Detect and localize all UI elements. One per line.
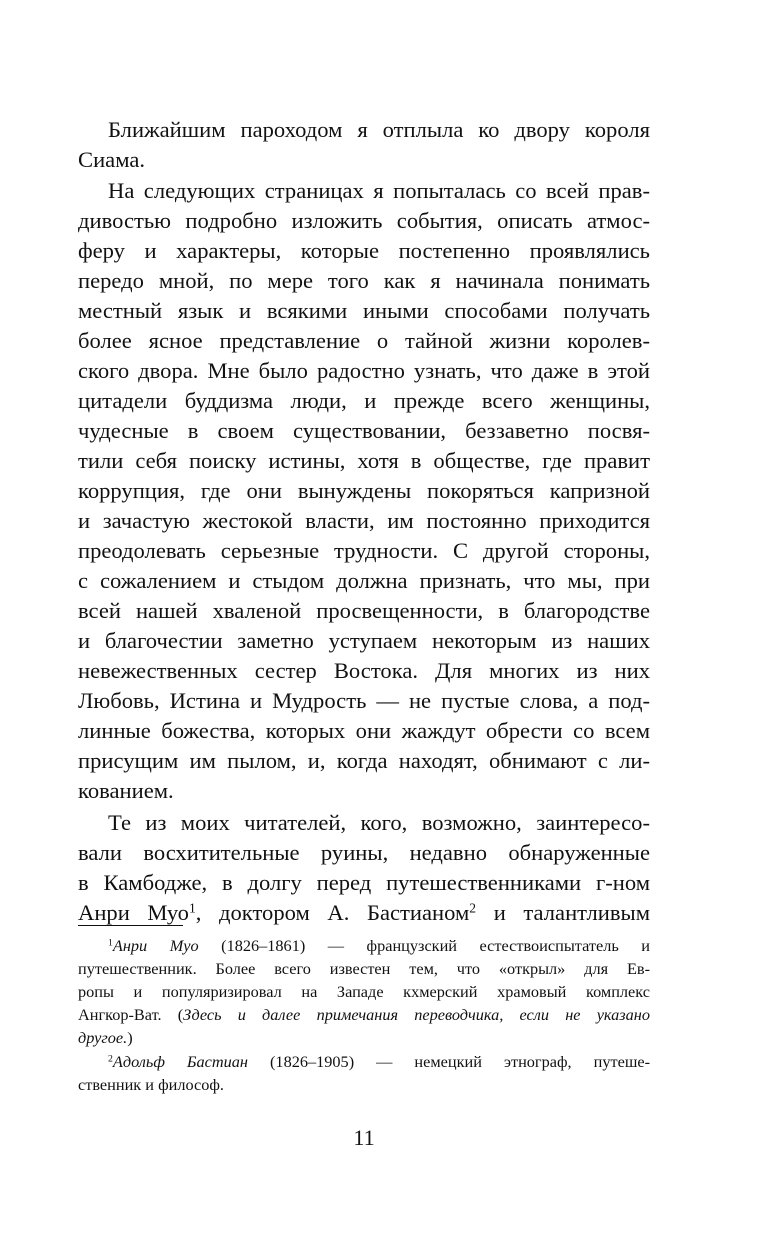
footnote-line: путешественник. Более всего известен тем, что «открыл» для Ев-: [78, 959, 650, 978]
footnote-mark: 2: [108, 1053, 113, 1065]
text-line: преодолевать серьезные трудности. С другой стороны,: [78, 538, 650, 563]
footnote-italic: другое.: [78, 1028, 128, 1047]
footnote-mark: 1: [108, 937, 113, 949]
text-line-with-refs: [78, 898, 650, 928]
text-line: чудесные в своем существовании, беззаветно посвя-: [78, 418, 650, 443]
footnote-ref-2[interactable]: 2: [469, 900, 477, 916]
footnote-2: [108, 1051, 650, 1073]
footnote-text: Ангкор-Ват. (: [78, 1005, 184, 1024]
footnote-text: ): [127, 1028, 133, 1047]
footnote-line: [78, 1004, 650, 1026]
text-line: ского двора. Мне было радостно узнать, что даже в этой: [78, 358, 650, 383]
footnote-text: (1826–1861) — французский естествоиспытатель и: [198, 936, 650, 955]
footnote-name: Анри Муо: [112, 936, 199, 955]
text-line: феру и характеры, которые постепенно проявлялись: [78, 238, 650, 263]
text-line: и благочестии заметно уступаем некоторым из наших: [78, 628, 650, 653]
text-line: вали восхитительные руины, недавно обнаруженные: [78, 840, 650, 865]
text-line: дивостью подробно изложить события, описать атмос-: [78, 208, 650, 233]
text-line: цитадели буддизма люди, и прежде всего женщины,: [78, 388, 650, 413]
text-line: коррупция, где они вынуждены покоряться капризной: [78, 478, 650, 503]
footnote-line: ропы и популяризировал на Западе кхмерский храмовый комплекс: [78, 982, 650, 1001]
footnote-italic: Здесь и далее примечания переводчика, если не указано: [183, 1005, 650, 1024]
text-line: Любовь, Истина и Мудрость — не пустые слова, а под-: [78, 688, 650, 713]
text-segment: и талантливым: [476, 900, 650, 925]
text-line: присущим им пылом, и, когда находят, обнимают с ли-: [78, 748, 650, 773]
text-line: в Камбодже, в долгу перед путешественниками г-ном: [78, 870, 650, 895]
footnote-text: (1826–1905) — немецкий этнограф, путеше-: [247, 1052, 650, 1071]
text-segment: , доктором А. Бастианом: [195, 900, 470, 925]
text-segment: Анри Муо: [78, 900, 189, 925]
footnote-1: [108, 935, 650, 957]
footnote-ref-1[interactable]: 1: [188, 900, 196, 916]
footnote-name: Адольф Бастиан: [112, 1052, 248, 1071]
text-line: линные божества, которых они жаждут обрести со всем: [78, 718, 650, 743]
text-line: Те из моих читателей, кого, возможно, заинтересо-: [108, 810, 650, 835]
text-line: передо мной, по мере того как я начинала понимать: [78, 268, 650, 293]
footnote-line: ственник и философ.: [78, 1075, 224, 1094]
text-line: невежественных сестер Востока. Для многих из них: [78, 658, 650, 683]
text-line: Ближайшим пароходом я отплыла ко двору короля: [108, 117, 650, 142]
text-line: кованием.: [78, 778, 174, 803]
page-number: 11: [353, 1125, 375, 1150]
text-line: местный язык и всякими иными способами получать: [78, 298, 650, 323]
footnote-line: [78, 1027, 650, 1049]
text-line: тили себя поиску истины, хотя в обществе, где правит: [78, 448, 650, 473]
text-line: На следующих страницах я попыталась со всей прав-: [108, 178, 650, 203]
text-line: всей нашей хваленой просвещенности, в благородстве: [78, 598, 650, 623]
text-line: более ясное представление о тайной жизни королев-: [78, 328, 650, 353]
text-line: с сожалением и стыдом должна признать, что мы, при: [78, 568, 650, 593]
text-line: и зачастую жестокой власти, им постоянно приходится: [78, 508, 650, 533]
footnote-divider: [78, 925, 183, 926]
text-line: Сиама.: [78, 147, 146, 172]
